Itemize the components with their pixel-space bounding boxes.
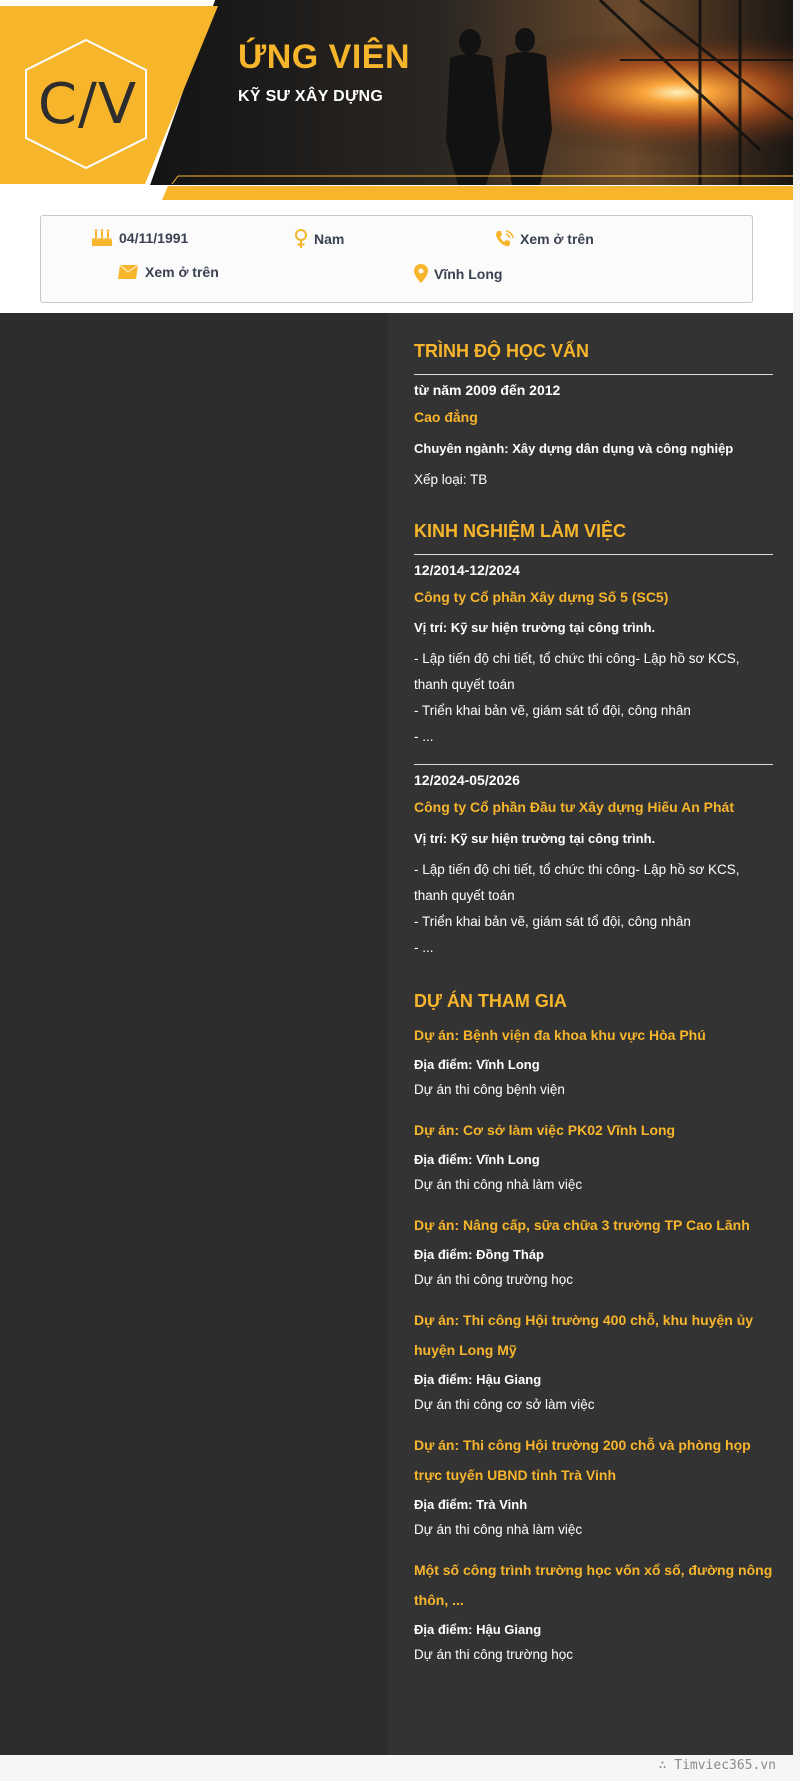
description-line: - ...	[414, 729, 434, 745]
project-name: Dự án: Nâng cấp, sữa chữa 3 trường TP Cao Lãnh	[414, 1216, 750, 1233]
right-column	[388, 313, 793, 1755]
description-line: - ...	[414, 939, 434, 955]
projects-title: DỰ ÁN THAM GIA	[414, 990, 567, 1011]
project-name: Dự án: Thi công Hội trường 200 chỗ và phòng họp trực tuyến UBND tỉnh Trà Vinh	[414, 1436, 751, 1483]
project-item	[414, 1020, 773, 1097]
section-divider	[414, 554, 773, 555]
phone-icon	[494, 229, 514, 249]
description-line: - Triển khai bản vẽ, giám sát tổ đội, công nhân	[414, 913, 691, 929]
gender-value: Nam	[314, 231, 345, 247]
project-place: Địa điểm: Vĩnh Long	[414, 1056, 540, 1072]
project-item	[414, 1210, 773, 1287]
phone-item	[494, 229, 594, 249]
description-line: - Lập tiến độ chi tiết, tổ chức thi công- Lập hồ sơ KCS, thanh quyết toán	[414, 651, 740, 693]
project-item	[414, 1305, 773, 1412]
map-pin-icon	[414, 264, 428, 283]
project-description: Dự án thi công nhà làm việc	[414, 1176, 583, 1192]
birthday-value: 04/11/1991	[119, 230, 189, 246]
personal-info-box	[40, 215, 753, 303]
experience-company: Công ty Cổ phần Đầu tư Xây dựng Hiếu An Phát	[414, 799, 734, 816]
cv-body	[0, 313, 793, 1755]
project-place: Địa điểm: Đồng Tháp	[414, 1246, 544, 1262]
phone-value: Xem ở trên	[520, 231, 594, 247]
left-column	[0, 313, 388, 1755]
project-name: Dự án: Thi công Hội trường 400 chỗ, khu huyện ủy huyện Long Mỹ	[414, 1311, 754, 1358]
project-place: Địa điểm: Hậu Giang	[414, 1621, 542, 1637]
project-name: Dự án: Bệnh viện đa khoa khu vực Hòa Phú	[414, 1026, 706, 1043]
project-name: Dự án: Cơ sở làm việc PK02 Vĩnh Long	[414, 1121, 676, 1138]
experience-entry	[414, 562, 773, 751]
project-place: Địa điểm: Hậu Giang	[414, 1371, 542, 1387]
experience-title: KINH NGHIỆM LÀM VIỆC	[414, 520, 627, 541]
experience-description	[414, 646, 773, 750]
project-item	[414, 1555, 773, 1662]
education-major: Chuyên ngành: Xây dựng dân dụng và công nghiệp	[414, 440, 734, 456]
education-rank: Xếp loại: TB	[414, 471, 488, 487]
project-name: Một số công trình trường học vốn xổ số, đường nông thôn, ...	[414, 1561, 773, 1608]
female-icon	[294, 229, 308, 249]
education-school: Cao đẳng	[414, 409, 478, 425]
project-description: Dự án thi công cơ sở làm việc	[414, 1396, 595, 1412]
project-description: Dự án thi công trường học	[414, 1646, 574, 1662]
experience-position: Vị trí: Kỹ sư hiện trường tại công trình.	[414, 620, 656, 636]
project-description: Dự án thi công bệnh viện	[414, 1081, 565, 1097]
gender-item	[294, 229, 344, 249]
experience-company: Công ty Cổ phần Xây dựng Số 5 (SC5)	[414, 588, 669, 605]
project-description: Dự án thi công trường học	[414, 1271, 574, 1287]
page-title: ỨNG VIÊN	[238, 38, 411, 76]
experience-period: 12/2024-05/2026	[414, 772, 520, 789]
education-period: từ năm 2009 đến 2012	[414, 382, 561, 398]
envelope-icon	[117, 264, 139, 280]
experience-section	[414, 521, 773, 961]
watermark: ∴ Timviec365.vn	[658, 1758, 776, 1773]
cv-header	[0, 0, 793, 200]
project-description: Dự án thi công nhà làm việc	[414, 1521, 583, 1537]
project-place: Địa điểm: Vĩnh Long	[414, 1151, 540, 1167]
experience-position: Vị trí: Kỹ sư hiện trường tại công trình.	[414, 830, 656, 846]
project-place: Địa điểm: Trà Vinh	[414, 1496, 528, 1512]
email-value: Xem ở trên	[145, 264, 219, 280]
project-item	[414, 1115, 773, 1192]
address-item	[414, 264, 502, 283]
projects-section	[414, 991, 773, 1662]
experience-entry	[414, 772, 773, 961]
entry-divider	[414, 764, 773, 765]
project-item	[414, 1430, 773, 1537]
education-section	[414, 341, 773, 493]
birthday-item	[91, 229, 188, 247]
email-item	[117, 264, 219, 280]
cake-icon	[91, 229, 113, 247]
description-line: - Lập tiến độ chi tiết, tổ chức thi công- Lập hồ sơ KCS, thanh quyết toán	[414, 861, 740, 903]
experience-period: 12/2014-12/2024	[414, 561, 520, 578]
description-line: - Triển khai bản vẽ, giám sát tổ đội, công nhân	[414, 703, 691, 719]
section-divider	[414, 374, 773, 375]
experience-description	[414, 857, 773, 961]
job-title: KỸ SƯ XÂY DỰNG	[238, 88, 384, 105]
address-value: Vĩnh Long	[434, 265, 503, 282]
logo-text: C/V	[37, 72, 138, 137]
education-title: TRÌNH ĐỘ HỌC VẤN	[414, 341, 589, 361]
